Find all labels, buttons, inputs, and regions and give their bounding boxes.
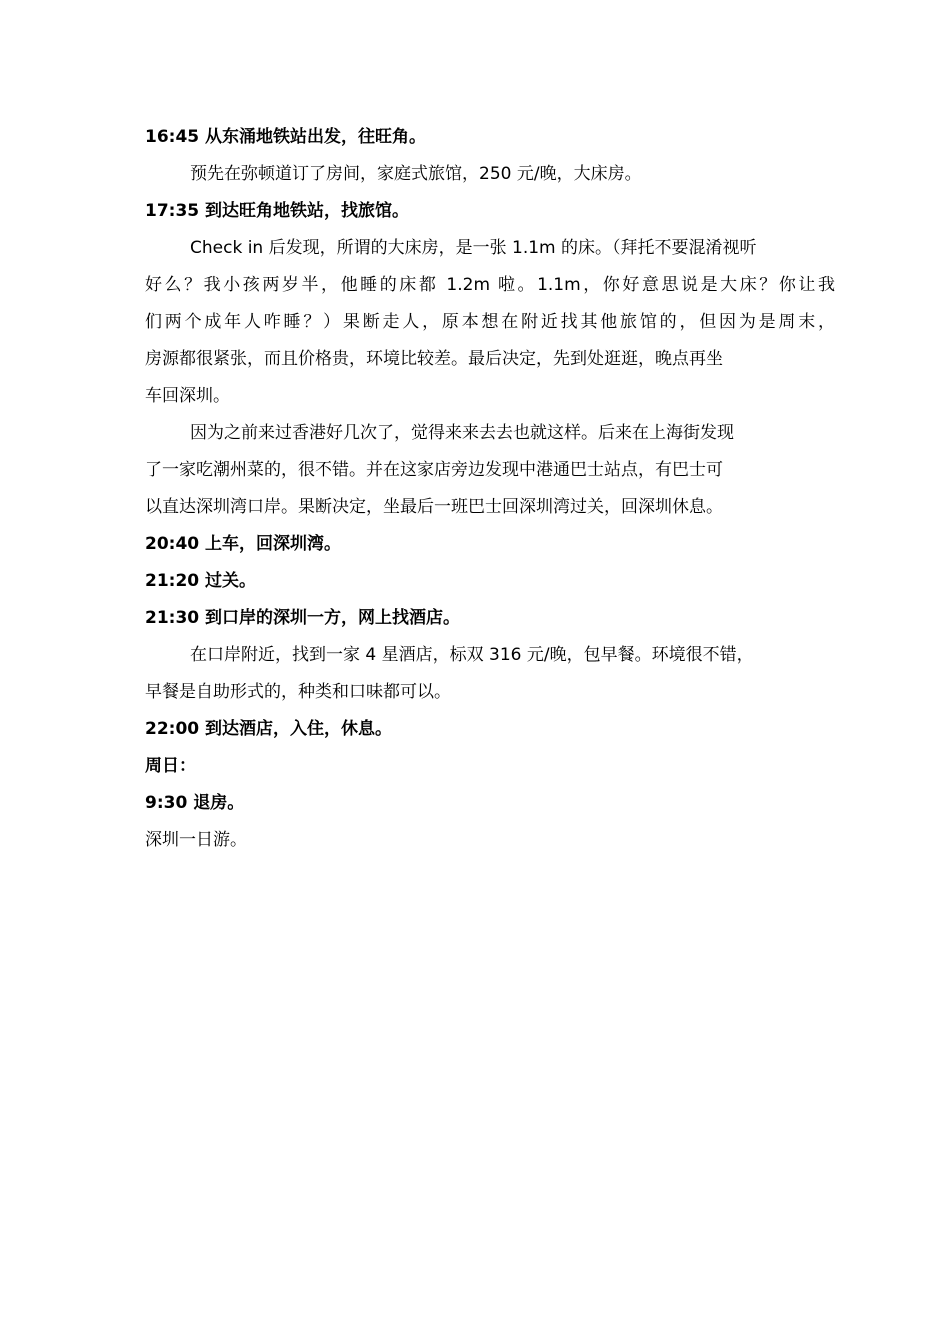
paragraph-line: 了一家吃潮州菜的，很不错。并在这家店旁边发现中港通巴士站点，有巴士可: [145, 460, 723, 480]
time-heading-2130: 21:30 到口岸的深圳一方，网上找酒店。: [145, 608, 461, 628]
paragraph-line: Check in 后发现，所谓的大床房，是一张 1.1m 的床。（拜托不要混淆视听: [190, 238, 757, 258]
paragraph-line: 好么？我小孩两岁半，他睡的床都 1.2m 啦。1.1m，你好意思说是大床？你让我: [145, 275, 835, 295]
paragraph-line: 以直达深圳湾口岸。果断决定，坐最后一班巴士回深圳湾过关，回深圳休息。: [145, 497, 723, 517]
time-heading-2200: 22:00 到达酒店，入住，休息。: [145, 719, 393, 739]
paragraph-line: 车回深圳。: [145, 386, 230, 406]
paragraph-line: 因为之前来过香港好几次了，觉得来来去去也就这样。后来在上海街发现: [190, 423, 734, 443]
time-heading-2120: 21:20 过关。: [145, 571, 257, 591]
paragraph-line: 早餐是自助形式的，种类和口味都可以。: [145, 682, 451, 702]
document-body: [145, 119, 835, 859]
paragraph-line: 在口岸附近，找到一家 4 星酒店，标双 316 元/晚，包早餐。环境很不错，: [190, 645, 754, 665]
paragraph-line: 深圳一日游。: [145, 830, 247, 850]
time-heading-0930: 9:30 退房。: [145, 793, 245, 813]
paragraph-line: 们两个成年人咋睡？）果断走人，原本想在附近找其他旅馆的，但因为是周末，: [145, 312, 835, 332]
time-heading-1735: 17:35 到达旺角地铁站，找旅馆。: [145, 201, 410, 221]
day-heading-sunday: 周日：: [145, 756, 196, 776]
time-heading-2040: 20:40 上车，回深圳湾。: [145, 534, 342, 554]
paragraph-line: 房源都很紧张，而且价格贵，环境比较差。最后决定，先到处逛逛，晚点再坐: [145, 349, 723, 369]
paragraph-line: 预先在弥顿道订了房间，家庭式旅馆，250 元/晚，大床房。: [190, 164, 642, 184]
time-heading-1645: 16:45 从东涌地铁站出发，往旺角。: [145, 127, 427, 147]
